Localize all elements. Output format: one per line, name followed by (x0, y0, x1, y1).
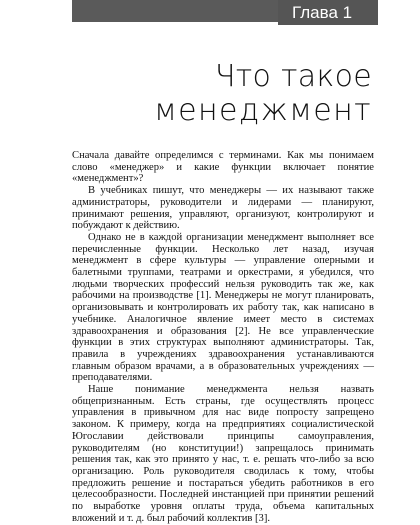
paragraph: Сначала давайте определимся с терминами. Как мы понимаем слово «менеджер» и какие функции включает понятие «менеджмент»? (72, 150, 374, 185)
chapter-title (72, 60, 372, 128)
chapter-header-bar (72, 0, 278, 22)
chapter-title-line-1: Что такое (214, 59, 372, 94)
paragraph: Однако не в каждой организации менеджмент выполняет все перечисленные функции. Несколько лет назад, изучая менеджмент в сфере культуры — управление оперными и балетными труппами, театрами и оркестрами, я убедился, что людьми творческих профессий нельзя руководить так же, как рабочими на производстве [1]. Менеджеры не могут планировать, организовывать и контролировать их работу так, как написано в учебнике. Аналогичное явление имеет место в системах здравоохранения и образования [2]. Не все управленческие функции в этих структурах выполняют администраторы. Так, правила в учреждениях здравоохранения устанавливаются главным образом врачами, а в образовательных учреждениях — преподавателями. (72, 231, 374, 384)
paragraph: В учебниках пишут, что менеджеры — их называют также администраторы, руководители и лидерами — планируют, принимают решения, управляют, организуют, контролируют и побуждают к действию. (72, 185, 374, 232)
chapter-title-line-2: менеджмент (154, 93, 372, 128)
paragraph: Наше понимание менеджмента нельзя назвать общепризнанным. Есть страны, где осуществлять процесс управления в привычном для нас виде попросту запрещено законом. К примеру, когда на предприятиях социалистической Югославии действовали принципы самоуправления, руководителям (но конституции!) запрещалось принимать решения так, как это принято у нас, т. е. решать что-либо за всю организацию. Роль руководителя сводилась к тому, чтобы предложить решение и постараться убедить работников в его целесообразности. Последней инстанцией при принятии решений по выработке уровня оплаты труда, объема капитальных вложений и т. д. был рабочий коллектив [3]. (72, 384, 374, 524)
body-text (72, 150, 374, 525)
chapter-label: Глава 1 (278, 0, 378, 25)
